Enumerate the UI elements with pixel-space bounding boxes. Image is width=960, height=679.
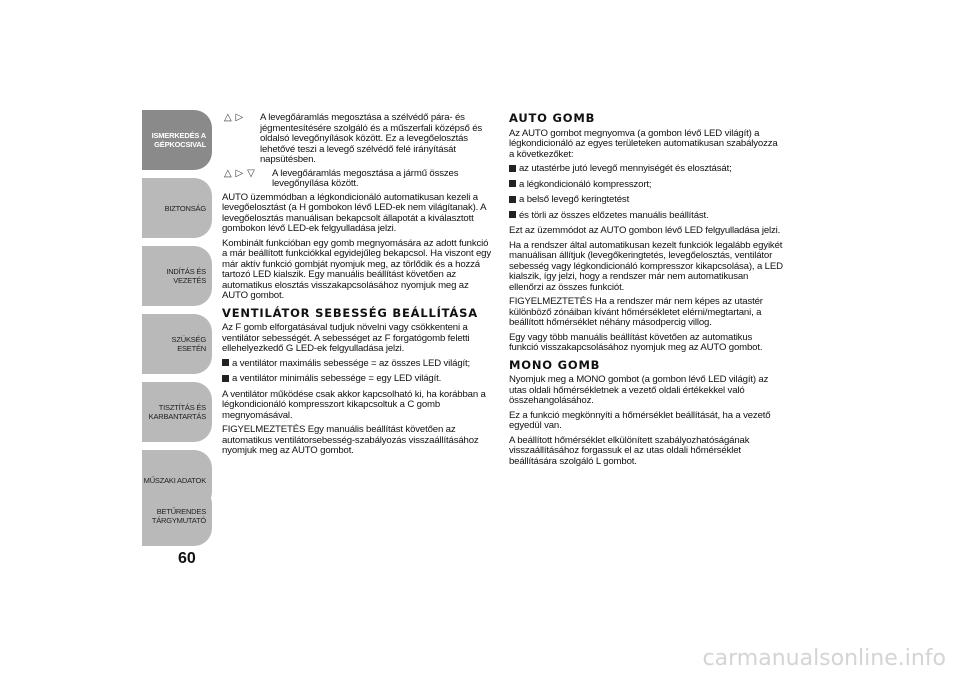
warning-paragraph: FIGYELMEZTETÉS Egy manuális beállítást követően az automatikus ventilátorsebesség-szabályozás visszaállításához nyomjuk meg az AUTO gombot. (222, 424, 479, 456)
tab-label: BETŰRENDES TÁRGYMUTATÓ (151, 507, 206, 525)
face-vent-icon: ▷ (235, 112, 244, 123)
tab-ismerkedes[interactable] (142, 110, 212, 170)
airflow-icons (222, 113, 260, 123)
tab-inditas[interactable] (142, 246, 212, 306)
paragraph: Ez a funkció megkönnyíti a hőmérséklet beállítását, ha a vezető egyedül van. (509, 409, 771, 431)
tab-szukseg[interactable] (142, 314, 212, 374)
airflow-text-2: A levegőáramlás megosztása a jármű összes levegőnyílása között. (272, 167, 459, 189)
tab-label: INDÍTÁS ÉS VEZETÉS (166, 267, 206, 285)
right-column (509, 113, 784, 471)
tab-label: BIZTONSÁG (164, 203, 206, 213)
paragraph: Az F gomb elforgatásával tudjuk növelni vagy csökkenteni a ventilátor sebességét. A sebességet az F forgatógomb feletti ellehelyezkedő G LED-ek felgyulladása jelzi. (222, 322, 470, 354)
bullet-item (222, 359, 494, 370)
bullet-square-icon (509, 196, 516, 203)
tab-label: MŰSZAKI ADATOK (143, 475, 206, 485)
bullet-square-icon (509, 165, 516, 172)
paragraph: A ventilátor működése csak akkor kapcsolható ki, ha korábban a légkondicionáló kompresszort kikapcsoltuk a C gomb megnyomásával. (222, 388, 486, 421)
paragraph: Egy vagy több manuális beállítást követően az automatikus funkció visszakapcsolásához nyomjuk meg az AUTO gombot. (509, 331, 763, 353)
bullet-square-icon (222, 359, 229, 366)
watermark: carmanualsonline.info (702, 646, 946, 671)
bullet-square-icon (509, 211, 516, 218)
bullet-item (509, 164, 784, 175)
paragraph: A beállított hőmérséklet elkülönített szabályozhatóságának visszaállításához forgassuk el az utas oldali hőmérséklet beállítására szolgáló L gombot. (509, 434, 750, 467)
tab-label: TISZTÍTÁS ÉS KARBANTARTÁS (148, 403, 206, 421)
bullet-item (509, 180, 784, 191)
windscreen-vent-icon: △ (224, 112, 232, 123)
paragraph: AUTO üzemmódban a légkondicionáló automatikusan kezeli a levegőelosztást (a H gombokon lévő LED-ek nem világítanak). A levegőelosztás manuálisan bekapcsolt állapotát a kiválasztott gombokon lévő LED-ek felgyulladása jelzi. (222, 191, 486, 234)
paragraph: Kombinált funkcióban egy gomb megnyomására az adott funkció a már beállított funkciókkal egyidejűleg bekapcsol. Ha viszont egy már aktív funkció gombját nyomjuk meg, az törlődik és a hozzá tartozó LED kialszik. Egy manuális beállítást követően az automatikus elosztás visszakapcsolásához nyomjuk meg az AUTO gombot. (222, 237, 492, 301)
airflow-item-2 (222, 169, 494, 190)
bullet-text: és törli az összes előzetes manuális beállítást. (519, 209, 709, 221)
face-vent-icon: ▷ (235, 167, 244, 179)
bullet-text: a légkondicionáló kompresszort; (519, 178, 652, 190)
airflow-item-1 (222, 113, 494, 166)
airflow-text-1: A levegőáramlás megosztása a szélvédő pára- és jégmentesítésére szolgáló és a műszerfali középső és oldalsó levegőnyílások között. Ez a levegőelosztás lehetővé teszi a levegő szélvédő felé irányítását napsütésben. (260, 112, 483, 165)
bullet-text: az utastérbe jutó levegő mennyiségét és elosztását; (519, 163, 732, 174)
paragraph: Ezt az üzemmódot az AUTO gombon lévő LED felgyulladása jelzi. (509, 225, 781, 236)
bullet-item (509, 211, 784, 222)
bullet-square-icon (509, 180, 516, 187)
windscreen-vent-icon: △ (224, 167, 232, 179)
bullet-text: a ventilátor maximális sebessége = az összes LED világít; (232, 357, 471, 369)
bullet-item (222, 374, 494, 385)
section-heading-mono: MONO GOMB (509, 357, 601, 372)
tab-betrurendes[interactable] (142, 486, 212, 546)
section-heading-fan: VENTILÁTOR SEBESSÉG BEÁLLÍTÁSA (222, 305, 478, 320)
warning-paragraph: FIGYELMEZTETÉS Ha a rendszer már nem képes az utastér különböző zónáiban kívánt hőmérsékletet elérni/megtartani, a beállított hőmérséklet néhány másodpercig villog. (509, 296, 763, 328)
bullet-item (509, 195, 784, 206)
foot-vent-icon: ▽ (247, 167, 255, 179)
tab-label: SZÜKSÉG ESETÉN (171, 335, 206, 353)
tab-biztonsag[interactable] (142, 178, 212, 238)
paragraph: Nyomjuk meg a MONO gombot (a gombon lévő LED világít) az utas oldali hőmérsékletnek a vezető oldali értékekkel való összehangolásához. (509, 374, 769, 406)
bullet-square-icon (222, 375, 229, 382)
section-heading-auto: AUTO GOMB (509, 111, 596, 125)
paragraph: Ha a rendszer által automatikusan kezelt funkciók legalább egyikét manuálisan állítjuk (levegőkeringtetés, levegőelosztás, ventilátor sebesség vagy légkondicionáló kompresszor kikapcsolása), a LED kialszik, így jelzi, hogy a rendszer már nem automatikusan ellenőrzi az összes funkciót. (509, 239, 783, 293)
tab-label: ISMERKEDÉS A GÉPKOCSIVAL (151, 131, 206, 149)
airflow-icons (222, 169, 272, 179)
bullet-text: a belső levegő keringtetést (519, 194, 630, 205)
page-number: 60 (178, 550, 196, 567)
tab-tisztitas[interactable] (142, 382, 212, 442)
paragraph: Az AUTO gombot megnyomva (a gombon lévő LED világít) a légkondicionáló az egyes területeken automatikusan szabályozza a következőket: (509, 127, 778, 160)
bullet-text: a ventilátor minimális sebessége = egy LED világít. (232, 373, 442, 384)
left-column (222, 113, 494, 461)
